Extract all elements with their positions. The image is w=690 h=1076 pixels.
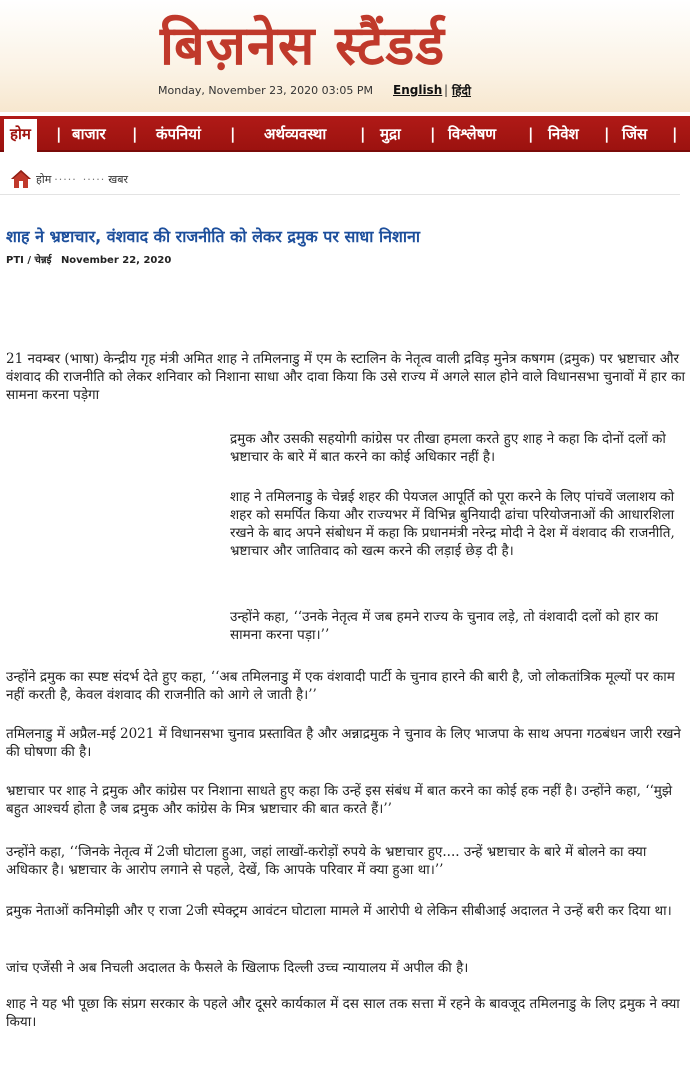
language-english-link[interactable]: English <box>393 83 443 97</box>
nav-item-investment[interactable]: निवेश <box>548 125 579 143</box>
article-paragraph: भ्रष्टाचार पर शाह ने द्रमुक और कांग्रेस पर निशाना साधते हुए कहा कि उन्हें इस संबंध में बात करने का कोई हक नहीं है। उन्होंने कहा, ‘‘मुझे बहुत आश्चर्य होता है जब द्रमुक और कांग्रेस के मित्र भ्रष्टाचार की बात करते हैं।’’ <box>6 783 673 817</box>
article-paragraph: तमिलनाडु में अप्रैल-मई 2021 में विधानसभा चुनाव प्रस्तावित है और अन्नाद्रमुक ने चुनाव के लिए भाजपा के साथ अपना गठबंधन जारी रखने की घोषणा की है। <box>6 726 681 760</box>
nav-separator: | <box>230 125 236 143</box>
current-date: Monday, November 23, 2020 03:05 PM <box>158 84 373 97</box>
nav-separator: | <box>360 125 366 143</box>
nav-item-analysis[interactable]: विश्लेषण <box>448 125 497 143</box>
article-paragraph: उन्होंने कहा, ‘‘उनके नेतृत्व में जब हमने राज्य के चुनाव लड़े, तो वंशवादी दलों को हार का सामना करना पड़ा।’’ <box>230 609 659 643</box>
breadcrumb-current[interactable]: खबर <box>108 172 129 186</box>
nav-item-home[interactable]: होम <box>4 116 37 152</box>
language-hindi-link[interactable]: हिंदी <box>452 84 471 98</box>
article-paragraph: शाह ने यह भी पूछा कि संप्रग सरकार के पहले और दूसरे कार्यकाल में दस साल तक सत्ता में रहने के बावजूद तमिलनाडु के लिए द्रमुक ने क्या किया। <box>6 996 680 1030</box>
article-paragraph: उन्होंने द्रमुक का स्पष्ट संदर्भ देते हुए कहा, ‘‘अब तमिलनाडु में एक वंशवादी पार्टी के चुनाव हारने की बारी है, जो लोकतांत्रिक मूल्यों पर काम नहीं करती है, केवल वंशवाद की राजनीति को आगे ले जाती है।’’ <box>6 669 675 703</box>
site-header <box>0 0 690 112</box>
article-paragraph: जांच एजेंसी ने अब निचली अदालत के फैसले के खिलाफ दिल्ली उच्च न्यायालय में अपील की है। <box>6 960 469 976</box>
nav-item-companies[interactable]: कंपनियां <box>156 125 201 143</box>
nav-item-economy[interactable]: अर्थव्यवस्था <box>264 125 327 143</box>
article-paragraph: 21 नवम्बर (भाषा) केन्द्रीय गृह मंत्री अमित शाह ने तमिलनाडु में एम के स्टालिन के नेतृत्व वाली द्रविड़ मुनेत्र कषगम (द्रमुक) पर भ्रष्टाचार और वंशवाद की राजनीति को लेकर शनिवार को निशाना साधा और दावा किया कि उसे राज्य में अगले साल होने वाले विधानसभा चुनावों में हार का सामना करना पड़ेगा <box>6 351 685 403</box>
main-nav <box>0 116 690 152</box>
nav-separator: | <box>430 125 436 143</box>
byline-date: November 22, 2020 <box>60 255 172 266</box>
article-paragraph: उन्होंने कहा, ‘‘जिनके नेतृत्व में 2जी घोटाला हुआ, जहां लाखों-करोड़ों रुपये के भ्रष्टाचार हुए.... उन्हें भ्रष्टाचार के बारे में बोलने का क्या अधिकार है। भ्रष्टाचार के आरोप लगाने से पहले, देखें, कि आपके परिवार में क्या हुआ था।’’ <box>6 844 647 878</box>
breadcrumb-dots: ····· <box>54 172 77 186</box>
home-icon[interactable] <box>10 169 32 189</box>
nav-separator: | <box>132 125 138 143</box>
article-headline: शाह ने भ्रष्टाचार, वंशवाद की राजनीति को लेकर द्रमुक पर साधा निशाना <box>6 227 421 246</box>
article-paragraph: द्रमुक नेताओं कनिमोझी और ए राजा 2जी स्पेक्ट्रम आवंटन घोटाला मामले में आरोपी थे लेकिन सीबीआई अदालत ने उन्हें बरी कर दिया था। <box>6 903 672 919</box>
article-paragraph: शाह ने तमिलनाडु के चेन्नई शहर की पेयजल आपूर्ति को पूरा करने के लिए पांचवें जलाशय को शहर को समर्पित किया और राज्यभर में विभिन्न बुनियादी ढांचा परियोजनाओं की आधारशिला रखने के बाद अपने संबोधन में कहा कि प्रधानमंत्री नरेन्द्र मोदी ने देश में वंशवाद की राजनीति, भ्रष्टाचार और जातिवाद को खत्म करने की लड़ाई छेड़ दी है। <box>230 489 675 559</box>
article-paragraph: द्रमुक और उसकी सहयोगी कांग्रेस पर तीखा हमला करते हुए शाह ने कहा कि दोनों दलों को भ्रष्टाचार के बारे में बात करने का कोई अधिकार नहीं है। <box>230 431 666 465</box>
byline-source: PTI / चेन्नई <box>6 255 52 266</box>
nav-separator: | <box>56 125 62 143</box>
nav-item-currency[interactable]: मुद्रा <box>380 125 401 143</box>
breadcrumb-home[interactable]: होम <box>36 172 52 186</box>
language-separator: | <box>444 83 449 97</box>
breadcrumb-dots: ····· <box>82 172 106 186</box>
nav-separator: | <box>528 125 534 143</box>
site-logo[interactable]: बिज़नेस स्टैंडर्ड <box>160 14 446 77</box>
breadcrumb <box>10 168 128 190</box>
nav-separator: | <box>672 125 678 143</box>
nav-item-market[interactable]: बाजार <box>72 125 106 143</box>
nav-item-commodities[interactable]: जिंस <box>622 125 648 143</box>
article-byline <box>6 252 171 266</box>
nav-separator: | <box>604 125 610 143</box>
divider <box>0 194 680 195</box>
